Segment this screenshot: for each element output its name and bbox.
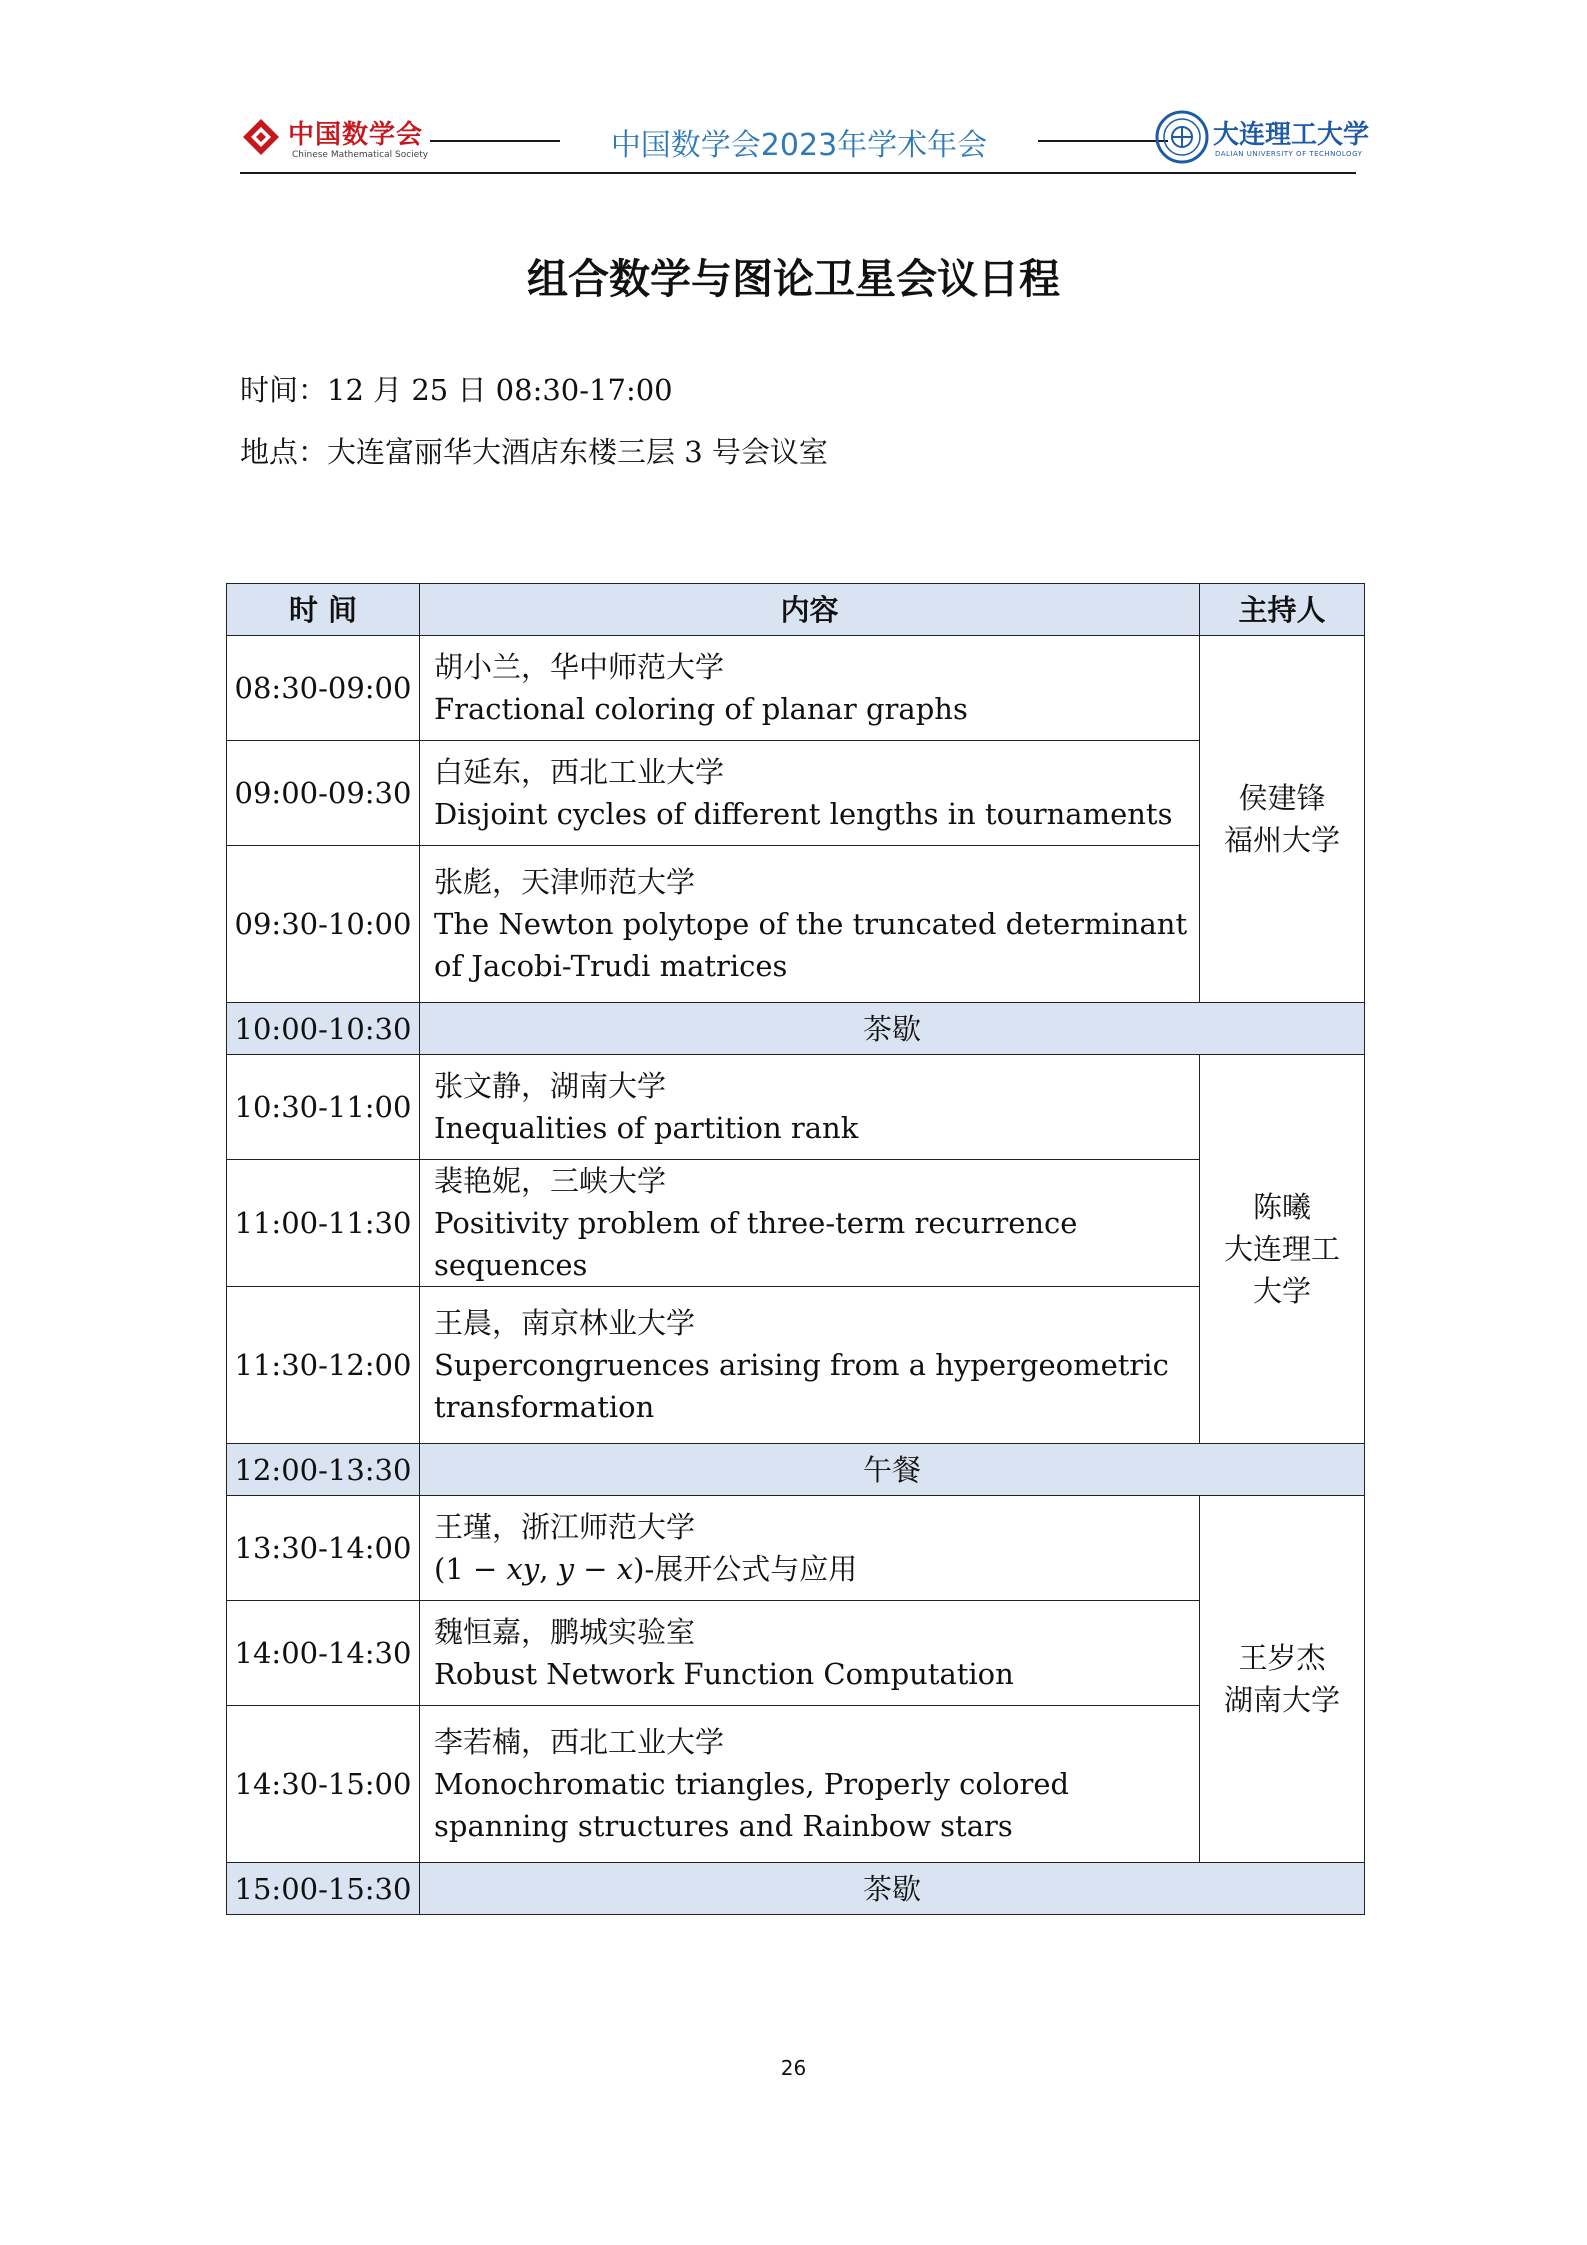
- talk-title: Positivity problem of three-term recurrence sequences: [434, 1206, 1078, 1282]
- talk-title: Robust Network Function Computation: [434, 1657, 1014, 1691]
- talk-title: (1 − 𝑥𝑦, 𝑦 − 𝑥)-展开公式与应用: [434, 1552, 858, 1586]
- speaker: 魏恒嘉，鹏城实验室: [434, 1615, 696, 1649]
- header-rule-right: [1038, 140, 1168, 142]
- speaker: 张文静，湖南大学: [434, 1069, 667, 1103]
- time-cell: 13:30-14:00: [227, 1496, 420, 1601]
- dut-seal-icon: [1155, 110, 1209, 164]
- speaker: 张彪，天津师范大学: [434, 865, 696, 899]
- talk-cell: [420, 1706, 1200, 1863]
- talk-cell: [420, 636, 1200, 741]
- time-cell: 09:00-09:30: [227, 741, 420, 846]
- cms-logo-subtext: Chinese Mathematical Society: [292, 150, 429, 160]
- talk-cell: [420, 1287, 1200, 1444]
- table-row: [227, 741, 1365, 846]
- host-name: 侯建锋: [1238, 781, 1326, 815]
- header-time: 时 间: [227, 584, 420, 636]
- break-label: 茶歇: [420, 1003, 1365, 1055]
- talk-cell: [420, 846, 1200, 1003]
- talk-title: Monochromatic triangles, Properly colored spanning structures and Rainbow stars: [434, 1767, 1070, 1843]
- speaker: 李若楠，西北工业大学: [434, 1725, 725, 1759]
- host-affiliation: 湖南大学: [1223, 1683, 1340, 1717]
- talk-cell: [420, 1601, 1200, 1706]
- page-title: 组合数学与图论卫星会议日程: [527, 255, 1060, 303]
- speaker: 裴艳妮，三峡大学: [434, 1164, 667, 1198]
- speaker: 白延东，西北工业大学: [434, 755, 725, 789]
- talk-cell: [420, 1055, 1200, 1160]
- table-row: [227, 1160, 1365, 1287]
- host-cell: [1200, 1055, 1365, 1444]
- talk-title: Supercongruences arising from a hypergeometric transformation: [434, 1348, 1169, 1424]
- host-affiliation-cont: 大学: [1252, 1274, 1311, 1308]
- header-divider: [240, 172, 1356, 174]
- time-cell: 12:00-13:30: [227, 1444, 420, 1496]
- host-name: 王岁杰: [1238, 1641, 1326, 1675]
- time-cell: 10:30-11:00: [227, 1055, 420, 1160]
- time-cell: 08:30-09:00: [227, 636, 420, 741]
- header-host: 主持人: [1200, 584, 1365, 636]
- cms-logo-text: 中国数学会: [288, 120, 424, 150]
- speaker: 胡小兰，华中师范大学: [434, 650, 725, 684]
- break-row: [227, 1003, 1365, 1055]
- meeting-time: 时间：12 月 25 日 08:30-17:00: [240, 373, 673, 407]
- table-row: [227, 1706, 1365, 1863]
- table-row: [227, 1055, 1365, 1160]
- time-cell: 11:00-11:30: [227, 1160, 420, 1287]
- host-name: 陈曦: [1252, 1190, 1311, 1224]
- host-cell: [1200, 636, 1365, 1003]
- talk-title: Fractional coloring of planar graphs: [434, 692, 968, 726]
- time-cell: 15:00-15:30: [227, 1863, 420, 1915]
- table-row: [227, 846, 1365, 1003]
- table-row: [227, 1287, 1365, 1444]
- table-row: [227, 1601, 1365, 1706]
- talk-cell: [420, 1496, 1200, 1601]
- table-row: [227, 636, 1365, 741]
- host-cell: [1200, 1496, 1365, 1863]
- talk-title: Disjoint cycles of different lengths in tournaments: [434, 797, 1173, 831]
- time-cell: 09:30-10:00: [227, 846, 420, 1003]
- cms-logo: [240, 110, 429, 170]
- schedule-table: [226, 583, 1365, 1915]
- time-cell: 10:00-10:30: [227, 1003, 420, 1055]
- break-label: 午餐: [420, 1444, 1365, 1496]
- host-affiliation: 大连理工: [1223, 1232, 1340, 1266]
- talk-cell: [420, 741, 1200, 846]
- speaker: 王晨，南京林业大学: [434, 1306, 696, 1340]
- time-cell: 11:30-12:00: [227, 1287, 420, 1444]
- dut-logo-text: 大连理工大学: [1213, 120, 1370, 150]
- host-affiliation: 福州大学: [1223, 823, 1340, 857]
- cms-diamond-icon: [242, 118, 280, 156]
- speaker: 王瑾，浙江师范大学: [434, 1510, 696, 1544]
- header-rule-left: [430, 140, 560, 142]
- talk-cell: [420, 1160, 1200, 1287]
- page-header: [240, 110, 1370, 176]
- page-number: 26: [780, 2056, 807, 2080]
- time-cell: 14:30-15:00: [227, 1706, 420, 1863]
- header-title: 中国数学会2023年学术年会: [610, 128, 988, 163]
- break-row: [227, 1444, 1365, 1496]
- table-header-row: [227, 584, 1365, 636]
- time-cell: 14:00-14:30: [227, 1601, 420, 1706]
- talk-title: Inequalities of partition rank: [434, 1111, 859, 1145]
- talk-title: The Newton polytope of the truncated determinant of Jacobi-Trudi matrices: [434, 907, 1188, 983]
- break-row: [227, 1863, 1365, 1915]
- dut-logo-subtext: DALIAN UNIVERSITY OF TECHNOLOGY: [1215, 150, 1363, 158]
- table-row: [227, 1496, 1365, 1601]
- break-label: 茶歇: [420, 1863, 1365, 1915]
- meeting-place: 地点：大连富丽华大酒店东楼三层 3 号会议室: [240, 435, 828, 469]
- header-content: 内容: [420, 584, 1200, 636]
